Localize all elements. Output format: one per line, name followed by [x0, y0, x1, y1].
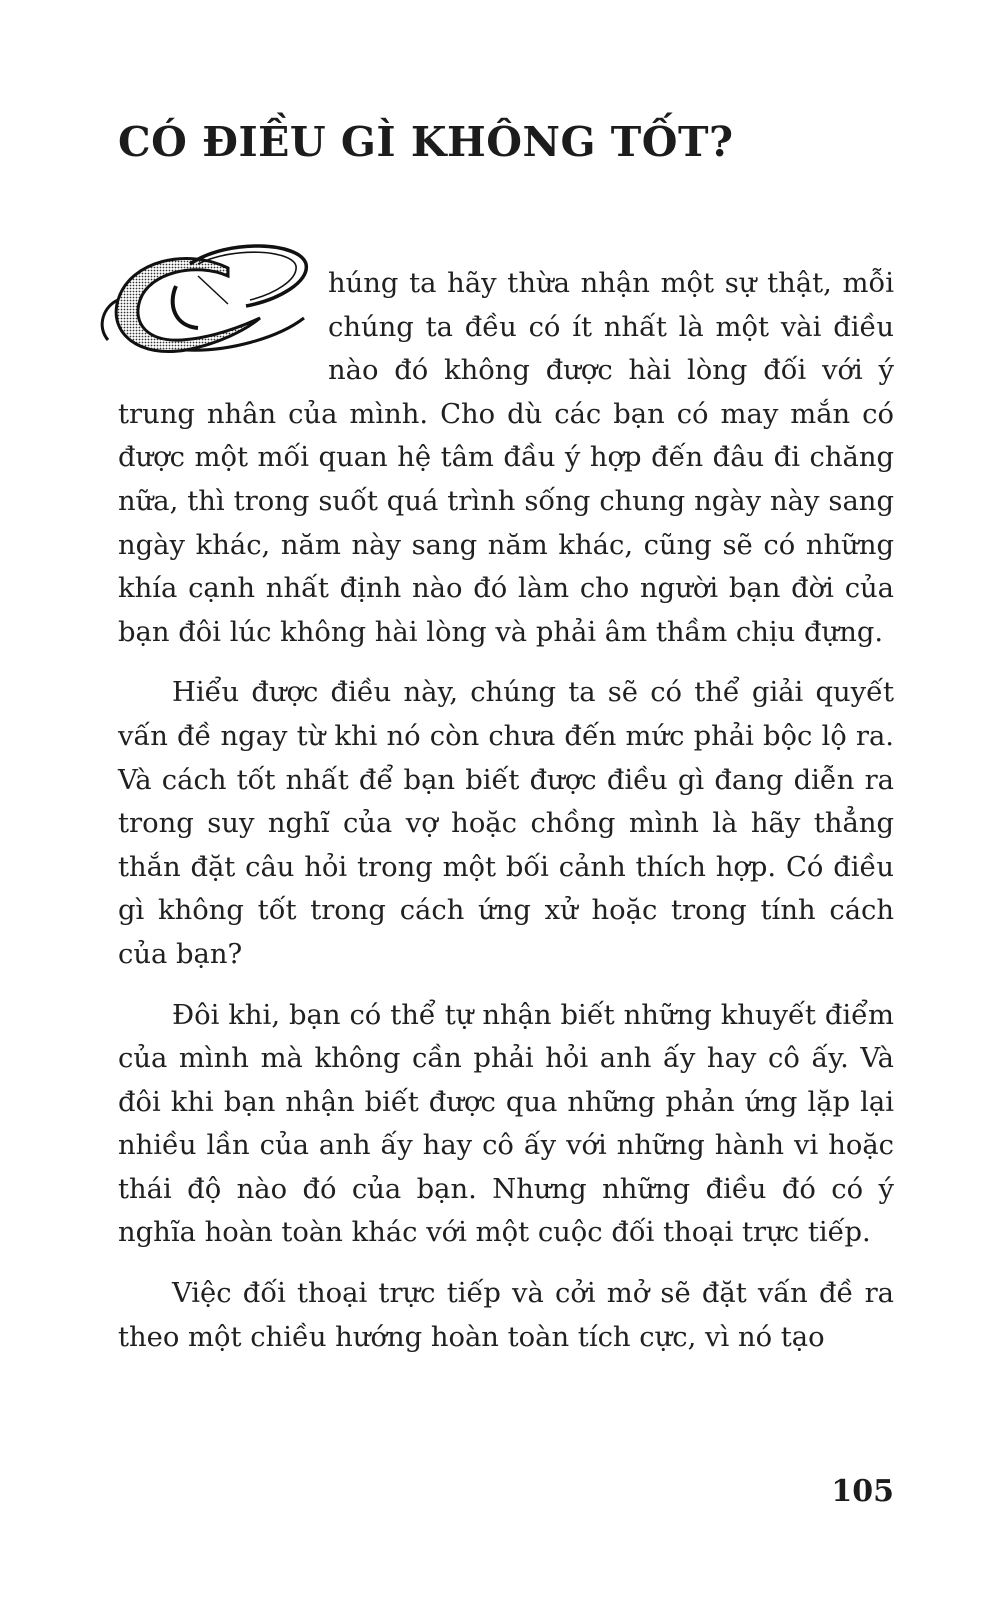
- paragraph-3: Đôi khi, bạn có thể tự nhận biết những khuyết điểm của mình mà không cần phải hỏi anh ấy hay cô ấy. Và đôi khi bạn nhận biết được qua những phản ứng lặp lại nhiều lần của anh ấy hay cô ấy với những hành vi hoặc thái độ nào đó của bạn. Nhưng những điều đó có ý nghĩa hoàn toàn khác với một cuộc đối thoại trực tiếp.: [118, 999, 894, 1249]
- paragraph-1-text: húng ta hãy thừa nhận một sự thật, mỗi chúng ta đều có ít nhất là một vài điều nào đó không được hài lòng đối với ý trung nhân của mình. Cho dù các bạn có may mắn có được một mối quan hệ tâm đầu ý hợp đến đâu đi chăng nữa, thì trong suốt quá trình sống chung ngày này sang ngày khác, năm này sang năm khác, cũng sẽ có những khía cạnh nhất định nào đó làm cho người bạn đời của bạn đôi lúc không hài lòng và phải âm thầm chịu đựng.: [118, 268, 894, 648]
- paragraph-2: Hiểu được điều này, chúng ta sẽ có thể giải quyết vấn đề ngay từ khi nó còn chưa đến mức phải bộc lộ ra. Và cách tốt nhất để bạn biết được điều gì đang diễn ra trong suy nghĩ của vợ hoặc chồng mình là hãy thẳng thắn đặt câu hỏi trong một bối cảnh thích hợp. Có điều gì không tốt trong cách ứng xử hoặc trong tính cách của bạn?: [118, 677, 894, 970]
- ornate-c-icon: [78, 242, 328, 362]
- book-page: [118, 0, 894, 1600]
- body-text: [118, 262, 894, 1376]
- paragraph-1: [118, 262, 894, 654]
- chapter-title: CÓ ĐIỀU GÌ KHÔNG TỐT?: [118, 118, 734, 166]
- paragraph-4: Việc đối thoại trực tiếp và cởi mở sẽ đặt vấn đề ra theo một chiều hướng hoàn toàn tích cực, vì nó tạo: [118, 1278, 894, 1353]
- ornate-dropcap: [78, 266, 328, 362]
- page-number: 105: [831, 1474, 894, 1509]
